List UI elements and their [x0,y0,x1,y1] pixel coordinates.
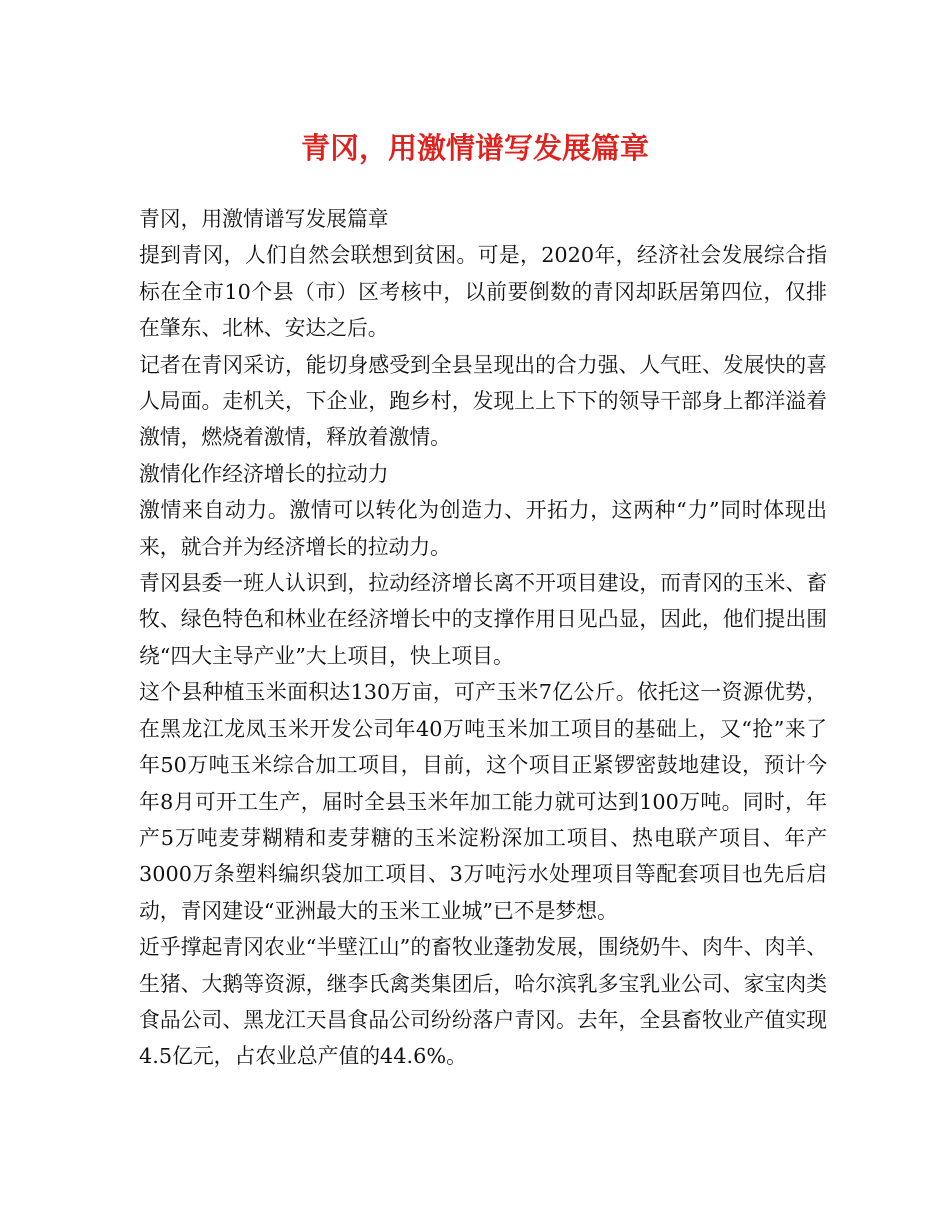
document-title: 青冈，用激情谱写发展篇章 [300,131,649,165]
paragraph-subtitle: 青冈，用激情谱写发展篇章 [139,207,389,231]
paragraph: 青冈县委一班人认识到，拉动经济增长离不开项目建设，而青冈的玉米、畜牧、绿色特色和林业在经济增长中的支撑作用日见凸显，因此，他们提出围绕“四大主导产业”大上项目，快上项目。 [139,571,827,668]
paragraph: 激情来自动力。激情可以转化为创造力、开拓力，这两种“力”同时体现出来，就合并为经济增长的拉动力。 [139,498,827,559]
section-heading: 激情化作经济增长的拉动力 [139,461,389,486]
document-body [139,201,827,1075]
paragraph: 提到青冈，人们自然会联想到贫困。可是，2020年，经济社会发展综合指标在全市10个县（市）区考核中，以前要倒数的青冈却跃居第四位，仅排在肇东、北林、安达之后。 [139,243,827,341]
paragraph: 这个县种植玉米面积达130万亩，可产玉米7亿公斤。依托这一资源优势，在黑龙江龙凤玉米开发公司年40万吨玉米加工项目的基础上，又“抢”来了年50万吨玉米综合加工项目，目前，这个项目正紧锣密鼓地建设，预计今年8月可开工生产，届时全县玉米年加工能力就可达到100万吨。同时，年产5万吨麦芽糊精和麦芽糖的玉米淀粉深加工项目、热电联产项目、年产3000万条塑料编织袋加工项目、3万吨污水处理项目等配套项目也先后启动，青冈建设“亚洲最大的玉米工业城”已不是梦想。 [139,680,827,923]
paragraph: 近乎撑起青冈农业“半壁江山”的畜牧业蓬勃发展，围绕奶牛、肉牛、肉羊、生猪、大鹅等资源，继李氏禽类集团后，哈尔滨乳多宝乳业公司、家宝肉类食品公司、黑龙江天昌食品公司纷纷落户青冈。去年，全县畜牧业产值实现4.5亿元，占农业总产值的44.6%。 [139,935,827,1069]
paragraph: 记者在青冈采访，能切身感受到全县呈现出的合力强、人气旺、发展快的喜人局面。走机关，下企业，跑乡村，发现上上下下的领导干部身上都洋溢着激情，燃烧着激情，释放着激情。 [139,352,827,450]
